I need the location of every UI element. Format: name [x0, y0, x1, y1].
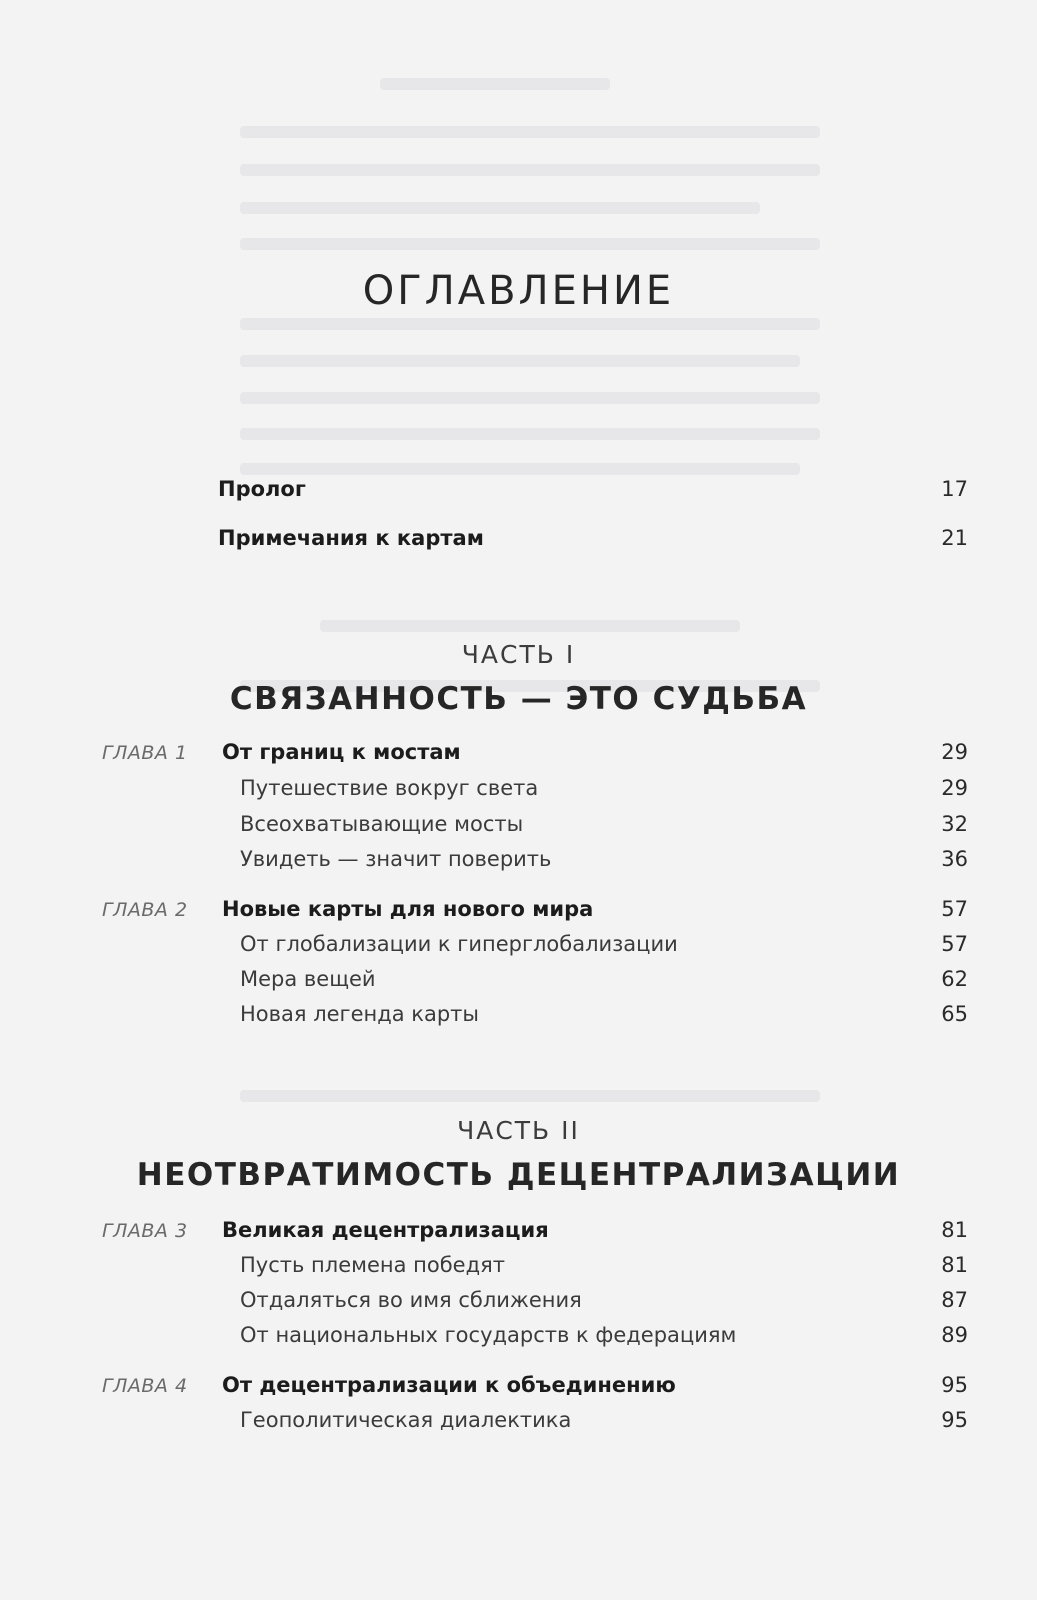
chapter-row: [0, 740, 1037, 770]
chapter-label: ГЛАВА 2: [102, 899, 188, 921]
chapter-page: 95: [941, 1373, 968, 1397]
section-page: 95: [941, 1408, 968, 1432]
part-label: ЧАСТЬ II: [457, 1116, 580, 1145]
section-title: Путешествие вокруг света: [240, 776, 539, 800]
section-title: Всеохватывающие мосты: [240, 812, 524, 836]
section-row: [0, 1002, 1037, 1032]
chapter-title: Великая децентрализация: [222, 1218, 549, 1242]
section-title: Отдаляться во имя сближения: [240, 1288, 582, 1312]
section-row: [0, 1288, 1037, 1318]
part-label: ЧАСТЬ I: [461, 640, 576, 669]
entry-page: 21: [941, 526, 968, 550]
chapter-title: Новые карты для нового мира: [222, 897, 594, 921]
section-row: [0, 932, 1037, 962]
chapter-page: 81: [941, 1218, 968, 1242]
section-title: От национальных государств к федерациям: [240, 1323, 737, 1347]
section-row: [0, 1408, 1037, 1438]
chapter-page: 57: [941, 897, 968, 921]
section-row: [0, 1253, 1037, 1283]
section-title: Пусть племена победят: [240, 1253, 505, 1277]
section-page: 36: [941, 847, 968, 871]
chapter-row: [0, 1218, 1037, 1248]
entry-page: 17: [941, 477, 968, 501]
section-title: Геополитическая диалектика: [240, 1408, 572, 1432]
page-title: ОГЛАВЛЕНИЕ: [362, 268, 675, 314]
entry-title: Примечания к картам: [218, 526, 484, 550]
section-title: От глобализации к гиперглобализации: [240, 932, 678, 956]
chapter-title: От децентрализации к объединению: [222, 1373, 676, 1397]
section-page: 65: [941, 1002, 968, 1026]
chapter-label: ГЛАВА 3: [102, 1220, 188, 1242]
section-page: 89: [941, 1323, 968, 1347]
chapter-row: [0, 897, 1037, 927]
chapter-label: ГЛАВА 1: [102, 742, 188, 764]
chapter-label: ГЛАВА 4: [102, 1375, 188, 1397]
section-row: [0, 776, 1037, 806]
section-title: Новая легенда карты: [240, 1002, 479, 1026]
section-page: 32: [941, 812, 968, 836]
chapter-title: От границ к мостам: [222, 740, 461, 764]
section-page: 87: [941, 1288, 968, 1312]
section-title: Увидеть — значит поверить: [240, 847, 552, 871]
section-page: 62: [941, 967, 968, 991]
section-row: [0, 847, 1037, 877]
entry-title: Пролог: [218, 477, 306, 501]
part-title: НЕОТВРАТИМОСТЬ ДЕЦЕНТРАЛИЗАЦИИ: [136, 1157, 901, 1193]
section-page: 81: [941, 1253, 968, 1277]
toc-entry-prologue: [0, 477, 1037, 507]
section-page: 57: [941, 932, 968, 956]
part-title: СВЯЗАННОСТЬ — ЭТО СУДЬБА: [229, 681, 808, 717]
section-row: [0, 1323, 1037, 1353]
toc-entry-map-notes: [0, 526, 1037, 556]
chapter-page: 29: [941, 740, 968, 764]
section-row: [0, 967, 1037, 997]
chapter-row: [0, 1373, 1037, 1403]
section-page: 29: [941, 776, 968, 800]
section-title: Мера вещей: [240, 967, 376, 991]
section-row: [0, 812, 1037, 842]
